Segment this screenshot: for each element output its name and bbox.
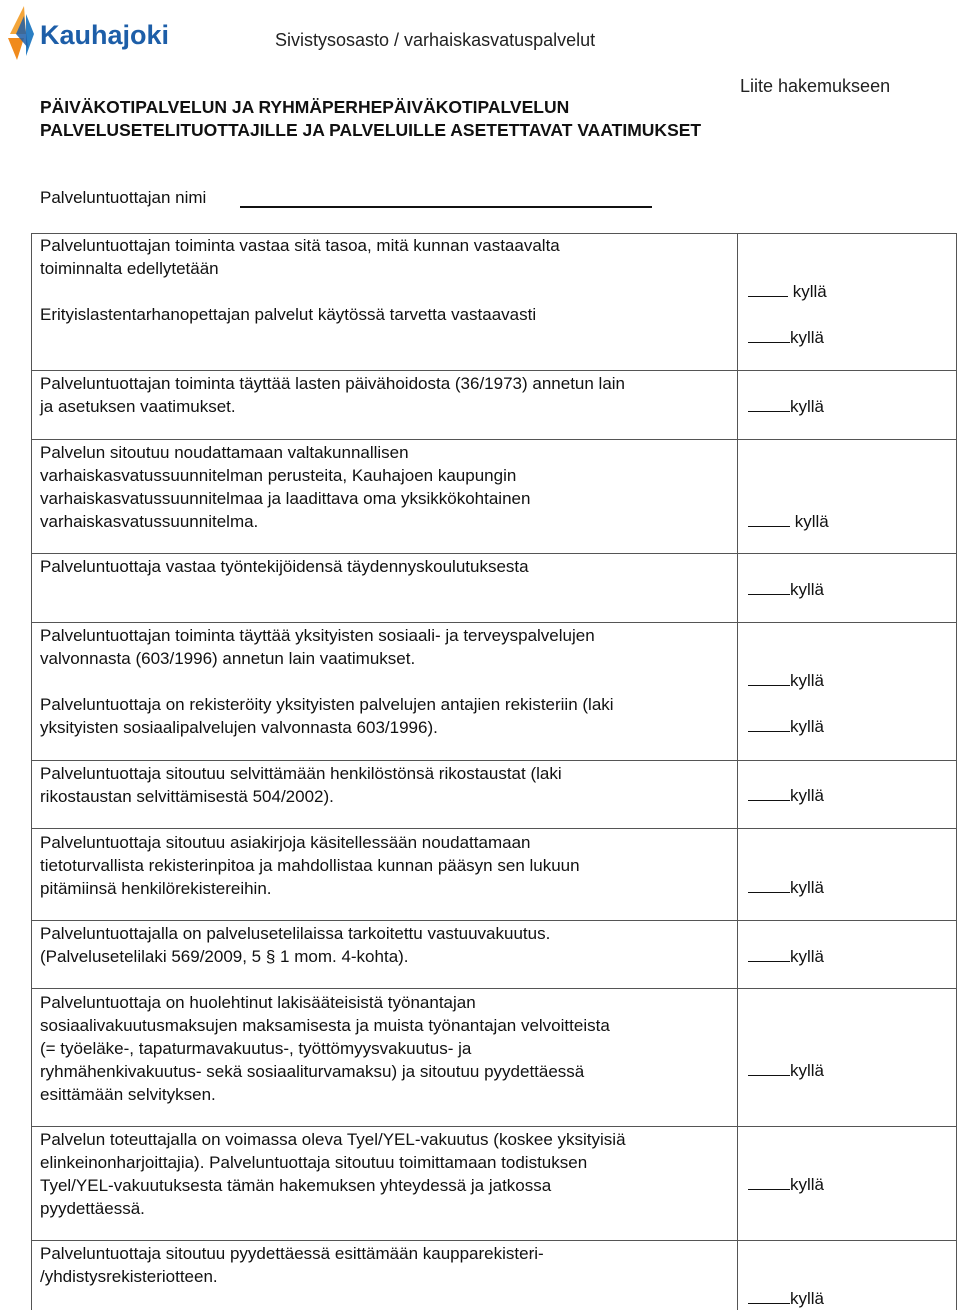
yes-field-5[interactable]: kyllä bbox=[748, 579, 824, 600]
requirement-13: Palveluntuottaja sitoutuu pyydettäessä esittämään kaupparekisteri- /yhdistysrekisteriotteen. bbox=[40, 1244, 544, 1286]
yes-field-8[interactable]: kyllä bbox=[748, 785, 824, 806]
yes-field-1[interactable]: kyllä bbox=[748, 281, 827, 302]
requirement-4: Palvelun sitoutuu noudattamaan valtakunnallisen varhaiskasvatussuunnitelman perusteita, Kauhajoen kaupungin varhaiskasvatussuunnitelmaa ja laadittava oma yksikkökohtainen varhaiskasvatussuunnitelma. bbox=[40, 443, 531, 531]
yes-field-10[interactable]: kyllä bbox=[748, 946, 824, 967]
kauhajoki-logo bbox=[4, 4, 184, 62]
requirement-11: Palveluntuottaja on huolehtinut lakisääteisistä työnantajan sosiaalivakuutusmaksujen maksamisesta ja muista työnantajan velvoitteista (= työeläke-, tapaturmavakuutus-, työttömyysvakuutus- ja ryhmähenkivakuutus- sekä sosiaaliturvamaksu) ja sitoutuu pyydettäessä esittämään selvityksen. bbox=[40, 993, 610, 1104]
yes-field-7[interactable]: kyllä bbox=[748, 716, 824, 737]
requirement-12: Palvelun toteuttajalla on voimassa oleva Tyel/YEL-vakuutus (koskee yksityisiä elinkeinonharjoittajia). Palveluntuottaja sitoutuu toimittamaan todistuksen Tyel/YEL-vakuutuksesta tämän hakemuksen yhteydessä ja jatkossa pyydettäessä. bbox=[40, 1130, 626, 1218]
yes-field-12[interactable]: kyllä bbox=[748, 1174, 824, 1195]
yes-field-13[interactable]: kyllä bbox=[748, 1288, 824, 1309]
yes-field-11[interactable]: kyllä bbox=[748, 1060, 824, 1081]
yes-field-2[interactable]: kyllä bbox=[748, 327, 824, 348]
provider-name-label: Palveluntuottajan nimi bbox=[40, 188, 207, 207]
row-divider bbox=[31, 370, 957, 371]
row-divider bbox=[31, 1240, 957, 1241]
row-divider bbox=[31, 622, 957, 623]
row-divider bbox=[31, 1126, 957, 1127]
yes-field-6[interactable]: kyllä bbox=[748, 670, 824, 691]
requirement-3: Palveluntuottajan toiminta täyttää lasten päivähoidosta (36/1973) annetun lain ja asetuksen vaatimukset. bbox=[40, 374, 626, 416]
title-line-1: PÄIVÄKOTIPALVELUN JA RYHMÄPERHEPÄIVÄKOTIPALVELUN bbox=[40, 97, 570, 117]
requirement-7: Palveluntuottaja on rekisteröity yksityisten palvelujen antajien rekisteriin (laki yksityisten sosiaalipalvelujen valvonnasta 603/1996). bbox=[40, 695, 614, 737]
title-line-2: PALVELUSETELITUOTTAJILLE JA PALVELUILLE ASETETTAVAT VAATIMUKSET bbox=[40, 120, 702, 140]
table-right-border bbox=[956, 233, 957, 1310]
row-divider bbox=[31, 828, 957, 829]
requirement-2: Erityislastentarhanopettajan palvelut käytössä tarvetta vastaavasti bbox=[40, 305, 537, 324]
requirement-9: Palveluntuottaja sitoutuu asiakirjoja käsitellessään noudattamaan tietoturvallista rekisterinpitoa ja mahdollistaa kunnan pääsyn sen lukuun pitämiinsä henkilörekistereihin. bbox=[40, 833, 580, 898]
row-divider bbox=[31, 760, 957, 761]
logo-text: Kauhajoki bbox=[40, 20, 170, 50]
row-divider bbox=[31, 553, 957, 554]
document-title bbox=[40, 96, 701, 142]
department-header: Sivistysosasto / varhaiskasvatuspalvelut bbox=[275, 30, 596, 50]
row-divider bbox=[31, 988, 957, 989]
requirement-5: Palveluntuottaja vastaa työntekijöidensä täydennyskoulutuksesta bbox=[40, 557, 529, 576]
requirement-1: Palveluntuottajan toiminta vastaa sitä tasoa, mitä kunnan vastaavalta toiminnalta edellytetään bbox=[40, 236, 560, 278]
yes-field-4[interactable]: kyllä bbox=[748, 511, 829, 532]
requirement-8: Palveluntuottaja sitoutuu selvittämään henkilöstönsä rikostaustat (laki rikostaustan selvittämisestä 504/2002). bbox=[40, 764, 562, 806]
table-left-border bbox=[31, 233, 32, 1310]
attachment-label: Liite hakemukseen bbox=[740, 76, 891, 96]
provider-name-field[interactable] bbox=[240, 206, 652, 208]
yes-field-3[interactable]: kyllä bbox=[748, 396, 824, 417]
requirement-6: Palveluntuottajan toiminta täyttää yksityisten sosiaali- ja terveyspalvelujen valvonnasta (603/1996) annetun lain vaatimukset. bbox=[40, 626, 595, 668]
yes-field-9[interactable]: kyllä bbox=[748, 877, 824, 898]
requirement-10: Palveluntuottajalla on palvelusetelilaissa tarkoitettu vastuuvakuutus. (Palvelusetelilaki 569/2009, 5 § 1 mom. 4-kohta). bbox=[40, 924, 551, 966]
row-divider bbox=[31, 439, 957, 440]
row-divider bbox=[31, 920, 957, 921]
table-divider bbox=[737, 233, 738, 1310]
